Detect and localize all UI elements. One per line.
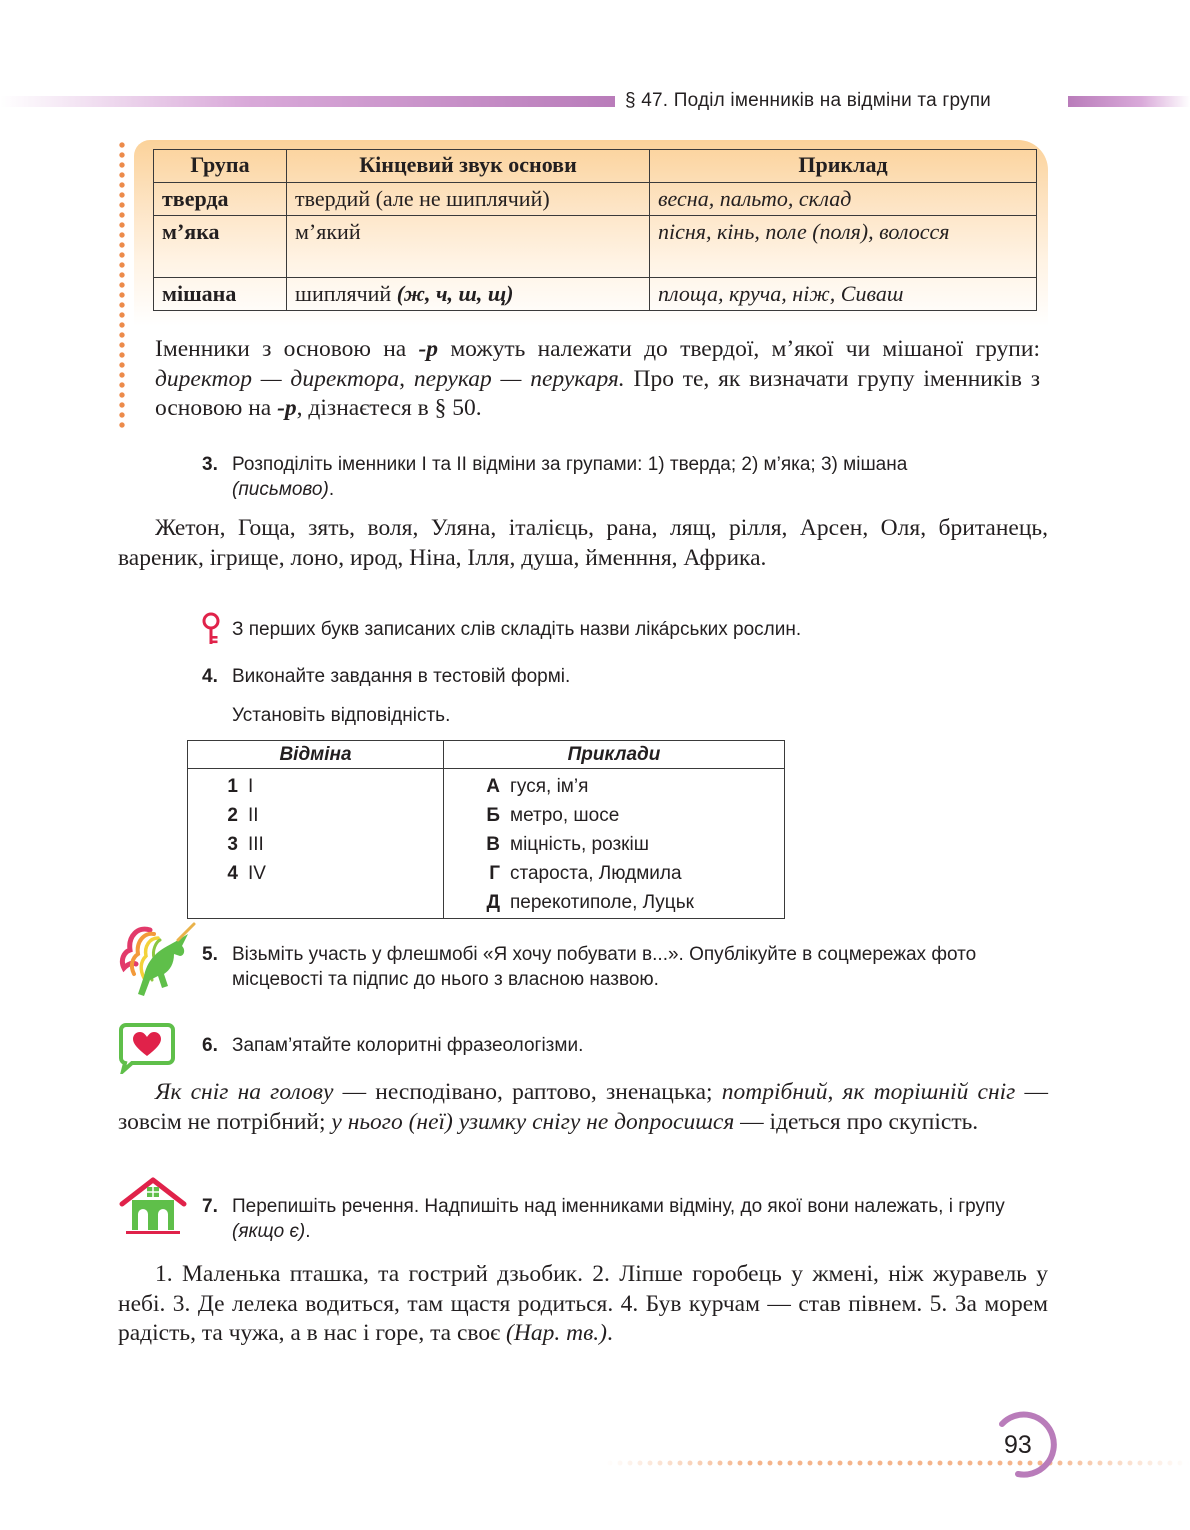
list-item — [470, 834, 649, 863]
item-key: Д — [486, 892, 500, 913]
item-value: II — [248, 805, 259, 826]
house-icon — [118, 1176, 188, 1236]
item-value: староста, Людмила — [510, 863, 682, 884]
task-number: 7. — [202, 1196, 218, 1217]
phrases-paragraph — [118, 1078, 1048, 1137]
task-number: 4. — [202, 666, 218, 687]
note-text: Іменники з основою на — [155, 336, 419, 362]
task-number: 5. — [202, 944, 218, 965]
phrase-meaning: — несподівано, раптово, зненацька; — [333, 1079, 722, 1105]
note-suffix: -р — [418, 336, 439, 362]
item-value: гуся, ім’я — [510, 776, 589, 797]
dotted-margin-line — [119, 140, 125, 430]
note-suffix: -р — [277, 395, 297, 421]
task-4 — [202, 664, 1012, 689]
list-item — [208, 805, 259, 834]
task-7 — [202, 1194, 1012, 1244]
matching-header-left: Відміна — [279, 744, 352, 765]
table-cell-group: мішана — [154, 278, 287, 311]
item-value: міцність, розкіш — [510, 834, 649, 855]
phrase: Як сніг на голову — [155, 1079, 334, 1105]
list-item — [470, 892, 694, 921]
task-text: Перепишіть речення. Надпишіть над іменниками відміну, до якої вони належать, і групу — [232, 1196, 1005, 1217]
item-value: перекотиполе, Луцьк — [510, 892, 694, 913]
item-key: 3 — [227, 834, 238, 855]
list-item — [470, 863, 682, 892]
task-number: 6. — [202, 1035, 218, 1056]
sentences-end: . — [606, 1320, 613, 1346]
matching-divider — [443, 741, 444, 918]
phrase: потрібний, як торішній сніг — [721, 1079, 1016, 1105]
list-item — [208, 863, 266, 892]
key-hint: З перших букв записаних слів складіть назви лікáрських рослин. — [232, 619, 802, 640]
matching-header — [188, 741, 784, 769]
task-text: Візьміть участь у флешмобі «Я хочу побувати в...». Опублікуйте в соцмережах фото місцевості та підпис до нього з власною назвою. — [232, 944, 977, 990]
note-text: можуть належати до твердої, м’якої чи мішаної групи: — [438, 336, 1040, 362]
header-bar-right — [1068, 96, 1190, 107]
page-title: § 47. Поділ іменників на відміни та групи — [625, 90, 991, 111]
item-key: А — [486, 776, 500, 797]
table-cell-example: площа, круча, ніж, Сиваш — [650, 278, 1037, 311]
task-3 — [202, 452, 1012, 502]
sentences-source: (Нар. тв.) — [506, 1320, 607, 1346]
sentences-text: 1. Маленька пташка, та гострий дзьобик. 2. Ліпше горобець у жмені, ніж журавель у небі. 3. Де лелека водиться, там щастя родиться. 4. Був курчам — став півнем. 5. За морем радість, та чужа, а в нас і горе, та своє — [118, 1261, 1048, 1346]
item-key: 4 — [227, 863, 238, 884]
header-bar-left — [0, 96, 615, 107]
phrase-meaning: — зовсім не потрібний; — [118, 1079, 1048, 1135]
item-value: I — [248, 776, 254, 797]
phrase-meaning: — ідеться про скупість. — [734, 1108, 979, 1135]
item-key: В — [486, 834, 500, 855]
sentences-paragraph — [118, 1260, 1048, 1349]
item-value: метро, шосе — [510, 805, 620, 826]
task-note: (якщо є) — [232, 1221, 306, 1242]
footer-dots — [605, 1460, 1190, 1466]
task-6 — [202, 1033, 1012, 1058]
table-row — [154, 183, 1037, 216]
list-item — [208, 776, 253, 805]
task-text-end: . — [328, 479, 335, 500]
words-paragraph: Жетон, Гоща, зять, воля, Уляна, італієць, рана, лящ, рілля, Арсен, Оля, британець, вареник, ігрище, лоно, ирод, Ніна, Ілля, душа, йменння, Африка. — [118, 515, 1048, 571]
item-key: 1 — [227, 776, 238, 797]
task-4-subtitle: Установіть відповідність. — [232, 705, 451, 726]
item-key: 2 — [227, 805, 238, 826]
table-header-example: Приклад — [650, 150, 1037, 183]
heart-chat-icon — [118, 1022, 176, 1074]
table-cell-group: м’яка — [154, 216, 287, 278]
note-paragraph — [155, 335, 1040, 424]
matching-table — [187, 740, 785, 919]
item-value: IV — [248, 863, 266, 884]
unicorn-icon — [116, 920, 198, 1004]
task-text: Розподіліть іменники I та II відміни за групами: 1) тверда; 2) м’яка; 3) мішана — [232, 454, 908, 475]
sound-letters: (ж, ч, ш, щ) — [396, 281, 514, 306]
key-icon — [200, 612, 222, 646]
list-item — [470, 776, 588, 805]
table-cell-example: весна, пальто, склад — [650, 183, 1037, 216]
matching-header-right: Приклади — [567, 744, 661, 765]
table-header-group: Група — [154, 150, 287, 183]
table-cell-sound — [287, 278, 650, 311]
item-value: III — [248, 834, 264, 855]
table-cell-sound: м’який — [287, 216, 650, 278]
phrase: у нього (неї) узимку снігу не допросишся — [331, 1108, 735, 1135]
table-row — [154, 216, 1037, 278]
note-text: , дізнаєтеся в § 50. — [296, 395, 482, 421]
table-header-sound: Кінцевий звук основи — [287, 150, 650, 183]
task-number: 3. — [202, 454, 218, 475]
task-note: (письмово) — [232, 479, 329, 500]
task-text-end: . — [305, 1221, 311, 1242]
table-cell-group: тверда — [154, 183, 287, 216]
table-cell-example: пісня, кінь, поле (поля), волосся — [650, 216, 1037, 278]
note-example: директор — директора, перукар — перукаря. — [155, 365, 625, 392]
table-row — [154, 278, 1037, 311]
page-number: 93 — [1004, 1431, 1032, 1459]
list-item — [470, 805, 619, 834]
sound-text: шиплячий — [295, 281, 397, 306]
list-item — [208, 834, 264, 863]
task-text: Запам’ятайте колоритні фразеологізми. — [232, 1035, 584, 1056]
task-text: Виконайте завдання в тестовій формі. — [232, 666, 571, 687]
task-5 — [202, 942, 1012, 992]
item-key: Б — [486, 805, 500, 826]
table-header-row — [154, 150, 1037, 183]
groups-table — [153, 149, 1037, 311]
note-text: Про те, як визначати групу іменників з основою на — [155, 365, 1040, 421]
item-key: Г — [489, 863, 500, 884]
table-cell-sound: твердий (але не шиплячий) — [287, 183, 650, 216]
